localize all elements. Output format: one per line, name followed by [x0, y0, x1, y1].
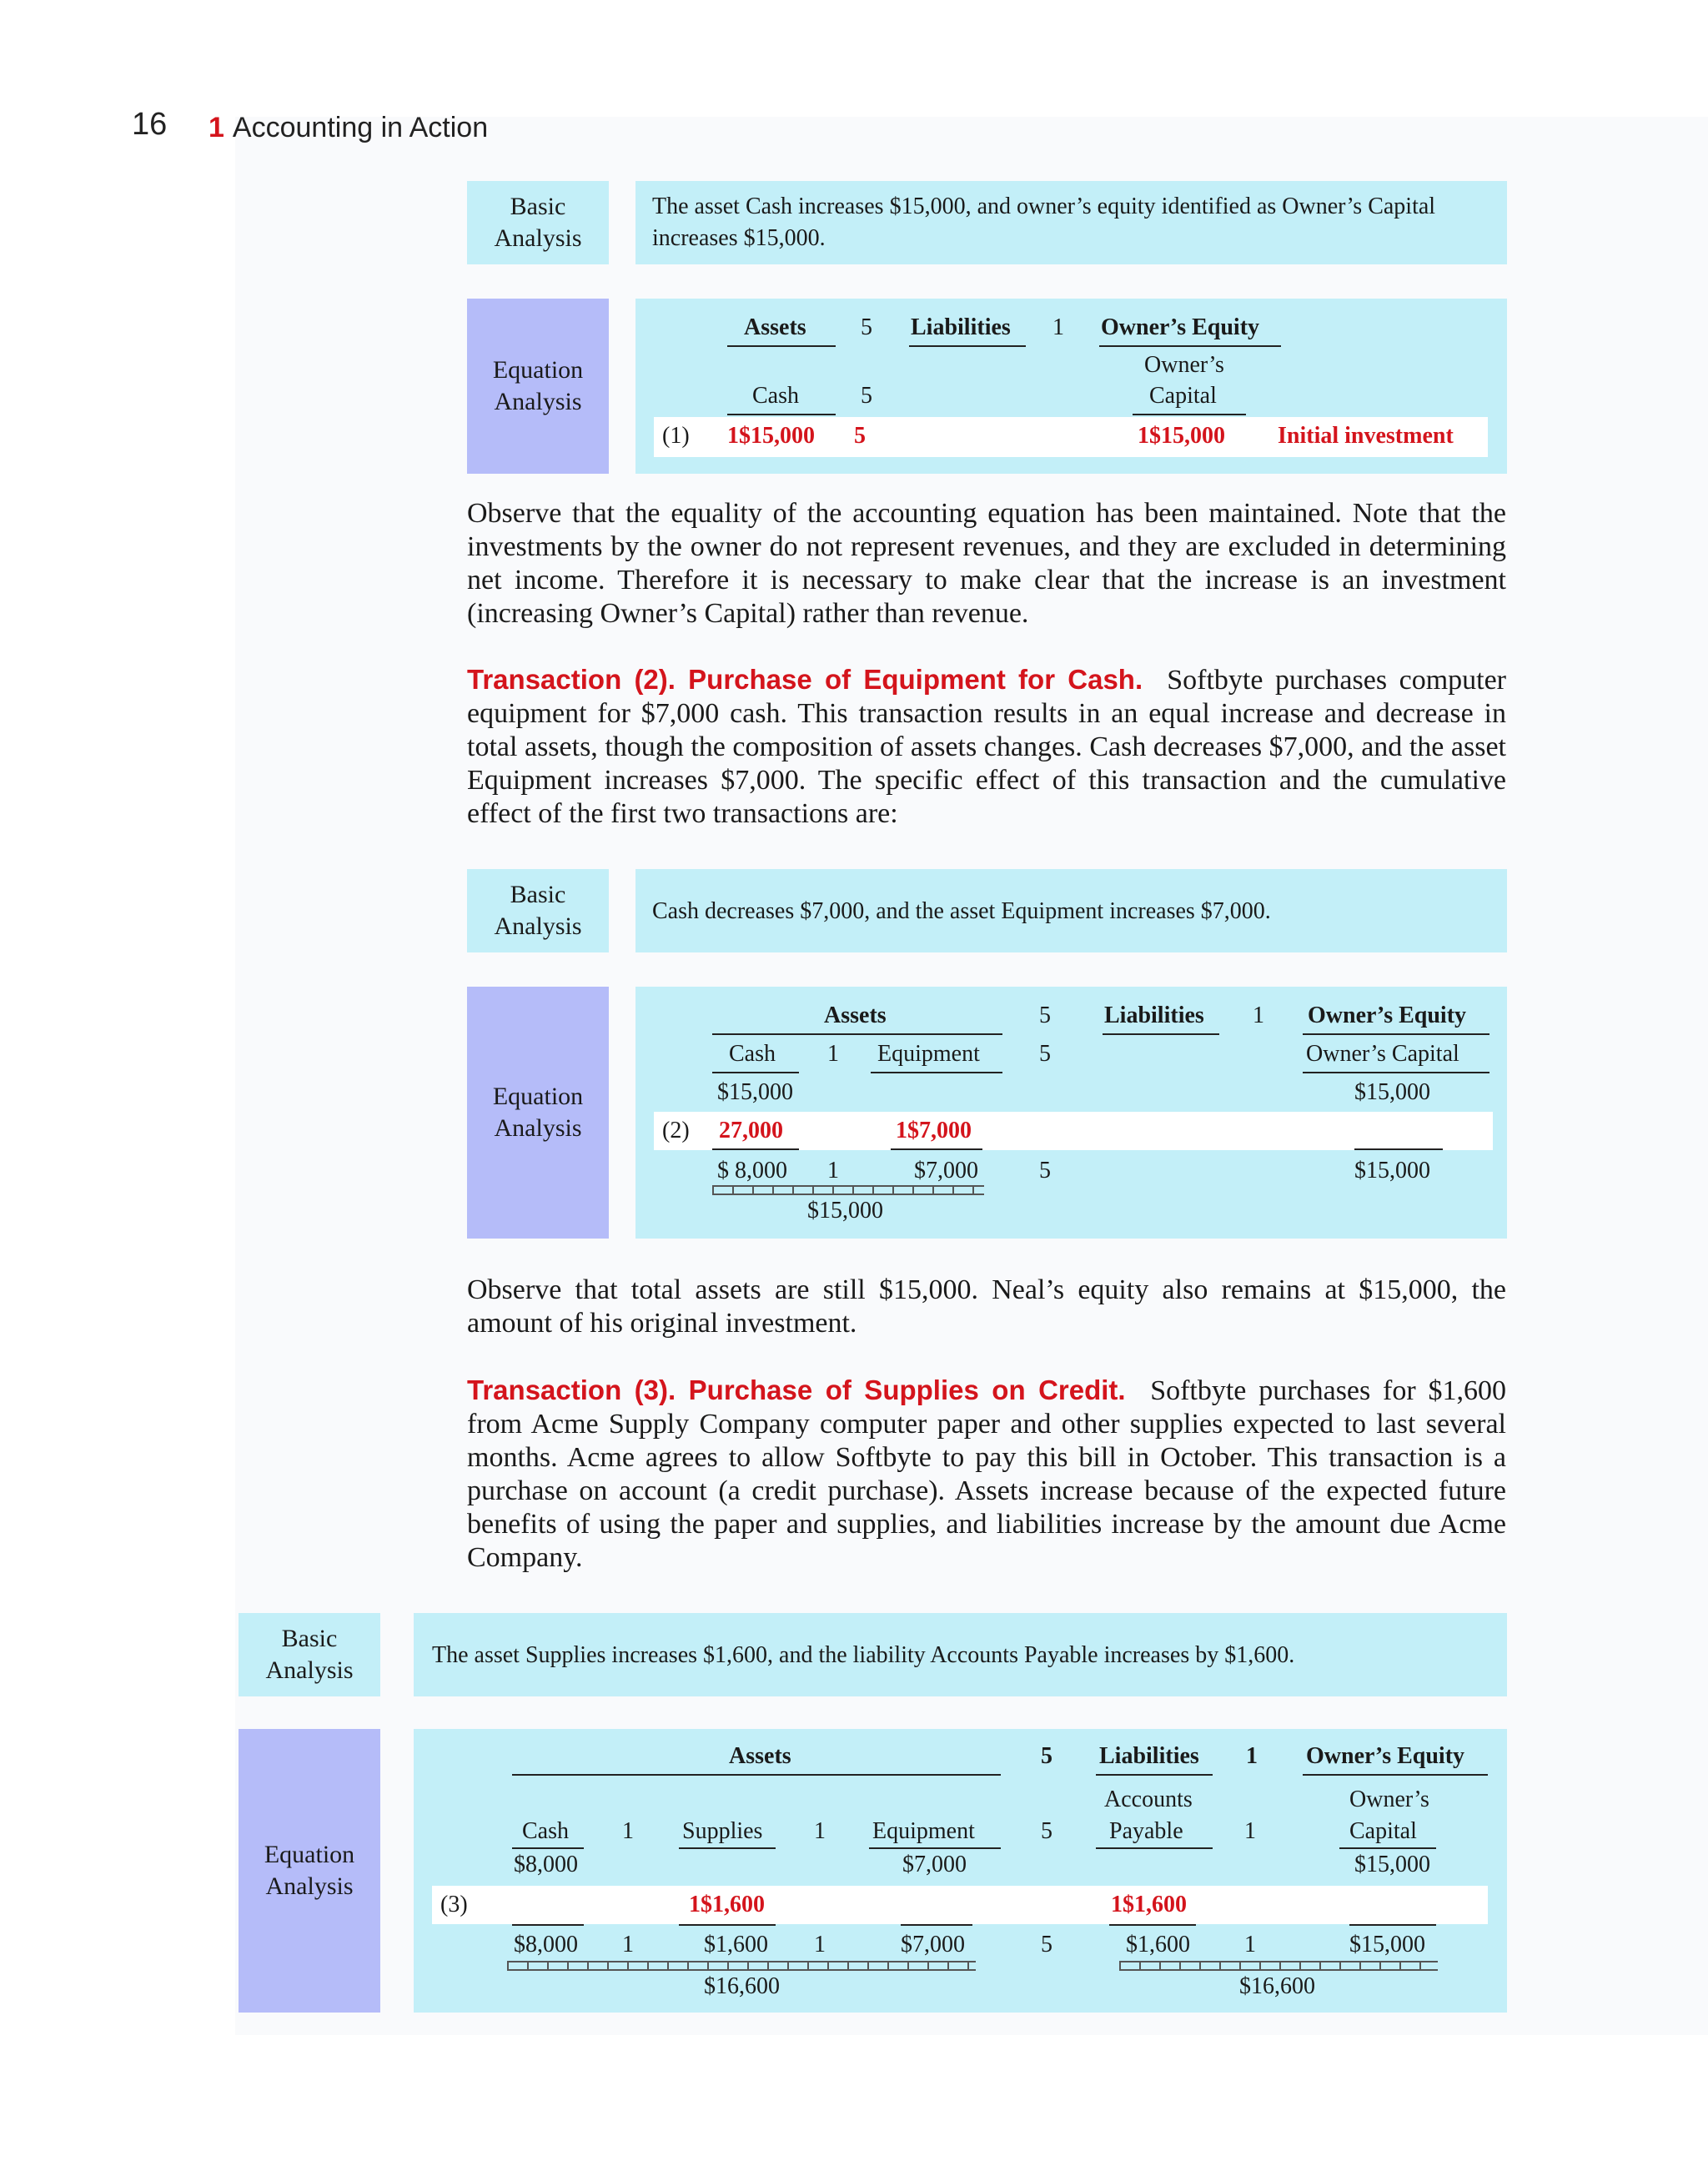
liabilities-equity-total-bracket	[1119, 1961, 1438, 1971]
owners-capital-line2: Capital	[1349, 1818, 1417, 1844]
plus-sign: 1	[1052, 314, 1064, 340]
equipment-column: Equipment	[872, 1818, 975, 1844]
accounts-payable-line2: Payable	[1109, 1818, 1183, 1844]
chapter-heading	[208, 112, 488, 144]
liabilities-underline	[909, 345, 1026, 347]
equation-analysis-box-2	[635, 987, 1507, 1239]
total-accounts-payable: $1,600	[1126, 1932, 1190, 1957]
owners-equity-heading: Owner’s Equity	[1306, 1743, 1465, 1769]
transaction-3-body: Softbyte purchases for $1,600 from Acme Supply Company computer paper and other supplies expected to last several months. Acme agrees to allow Softbyte to pay this bill in October. This transaction is a purchase on account (a credit purchase). Assets increase because of the expected future benefits of using the paper and supplies, and liabilities increase by the amount due Acme Company.	[467, 1375, 1506, 1573]
equation-analysis-label-2: Equation Analysis	[467, 987, 609, 1239]
transaction-id: (1)	[662, 423, 690, 449]
total-supplies: $1,600	[704, 1932, 768, 1957]
supplies-change: 1$1,600	[689, 1892, 765, 1917]
cash-change-underline	[712, 1148, 799, 1150]
accounts-payable-underline	[1096, 1847, 1213, 1849]
owners-capital-column: Owner’s Capital	[1306, 1041, 1459, 1067]
plus-sign: 1	[622, 1818, 634, 1844]
capital-change: 1$15,000	[1138, 423, 1225, 449]
chapter-number: 1	[208, 112, 224, 143]
total-capital: $15,000	[1354, 1158, 1430, 1183]
transaction-note: Initial investment	[1278, 423, 1454, 449]
owners-capital-line2: Capital	[1149, 383, 1217, 409]
cash-column: Cash	[752, 383, 799, 409]
total-equals: 5	[1039, 1158, 1051, 1183]
transaction-2-paragraph	[467, 663, 1506, 831]
total-cash: $ 8,000	[717, 1158, 787, 1183]
basic-analysis-box-2	[635, 869, 1507, 952]
equipment-underline	[869, 1847, 1001, 1849]
cash-change: 1$15,000	[727, 423, 815, 449]
supplies-underline	[679, 1847, 776, 1849]
basic-analysis-label-1: Basic Analysis	[467, 181, 609, 264]
basic-analysis-label-2: Basic Analysis	[467, 869, 609, 952]
explanation-paragraph-1: Observe that the equality of the accounting equation has been maintained. Note that the investments by the owner do not represent revenues, and they are excluded in determining net income. Therefore it is necessary to make clear that the increase is an investment (increasing Owner’s Capital) rather than revenue.	[467, 498, 1506, 629]
owners-capital-underline	[1133, 414, 1246, 415]
plus-sign: 1	[814, 1818, 826, 1844]
total-capital: $15,000	[1349, 1932, 1425, 1957]
equipment-column: Equipment	[877, 1041, 980, 1067]
total-plus: 1	[1244, 1932, 1256, 1957]
equipment-underline	[871, 1072, 1002, 1073]
owners-equity-underline	[1303, 1033, 1489, 1035]
cash-change-underline	[512, 1924, 584, 1926]
plus-sign: 1	[1246, 1743, 1258, 1769]
owners-capital-underline	[1339, 1847, 1436, 1849]
transaction-2-heading: Transaction (2). Purchase of Equipment for Cash.	[467, 664, 1143, 695]
cash-underline	[512, 1847, 584, 1849]
equals-sign: 5	[1041, 1818, 1052, 1844]
assets-heading: Assets	[744, 314, 806, 340]
plus-sign: 1	[827, 1041, 839, 1067]
transaction-id: (2)	[662, 1118, 690, 1143]
total-cash: $8,000	[514, 1932, 578, 1957]
capital-change-underline	[1349, 1924, 1436, 1926]
assets-underline	[512, 1774, 1001, 1776]
equation-analysis-label-3: Equation Analysis	[239, 1729, 380, 2013]
prev-capital: $15,000	[1354, 1079, 1430, 1105]
owners-equity-underline	[1099, 345, 1281, 347]
assets-total: $16,600	[704, 1973, 780, 1999]
cash-column: Cash	[522, 1818, 569, 1844]
ap-change-underline	[1109, 1924, 1196, 1926]
capital-change-underline	[1354, 1148, 1443, 1150]
liabilities-underline	[1096, 1774, 1213, 1776]
owners-equity-underline	[1303, 1774, 1488, 1776]
liabilities-heading: Liabilities	[1104, 1003, 1204, 1028]
cash-underline	[727, 414, 836, 415]
total-equals: 5	[1041, 1932, 1052, 1957]
cash-underline	[712, 1072, 799, 1073]
explanation-paragraph-2: Observe that total assets are still $15,000. Neal’s equity also remains at $15,000, the amount of his original investment.	[467, 1274, 1506, 1339]
total-plus: 1	[814, 1932, 826, 1957]
chapter-title: Accounting in Action	[232, 112, 489, 143]
cash-column: Cash	[729, 1041, 776, 1067]
accounts-payable-line1: Accounts	[1104, 1787, 1193, 1812]
assets-heading: Assets	[729, 1743, 791, 1769]
equals-sign: 5	[1039, 1003, 1051, 1028]
liabilities-heading: Liabilities	[911, 314, 1011, 340]
supplies-change-underline	[679, 1924, 776, 1926]
equation-analysis-label-1: Equation Analysis	[467, 299, 609, 474]
supplies-column: Supplies	[682, 1818, 763, 1844]
equipment-change-underline	[891, 1148, 982, 1150]
assets-heading: Assets	[824, 1003, 887, 1028]
transaction-id: (3)	[440, 1892, 468, 1917]
equation-analysis-box-3	[414, 1729, 1507, 2013]
total-equipment: $7,000	[914, 1158, 978, 1183]
owners-capital-line1: Owner’s	[1349, 1787, 1429, 1812]
basic-analysis-text-2: Cash decreases $7,000, and the asset Equipment increases $7,000.	[652, 898, 1271, 924]
prev-cash: $15,000	[717, 1079, 793, 1105]
basic-analysis-label-3: Basic Analysis	[239, 1613, 380, 1696]
transaction-2-body: Softbyte purchases computer equipment for $7,000 cash. This transaction results in an equal increase and decrease in total assets, though the composition of assets changes. Cash decreases $7,000, and the asset Equipment increases $7,000. The specific effect of this transaction and the cumulative effect of the first two transactions are:	[467, 665, 1507, 829]
cash-change: 27,000	[719, 1118, 783, 1143]
basic-analysis-box-3	[414, 1613, 1507, 1696]
assets-underline	[712, 1033, 1002, 1035]
accounts-payable-change: 1$1,600	[1111, 1892, 1187, 1917]
plus-sign: 1	[1253, 1003, 1264, 1028]
owners-capital-line1: Owner’s	[1144, 352, 1224, 378]
liabilities-equity-total: $16,600	[1239, 1973, 1315, 1999]
prev-capital: $15,000	[1354, 1852, 1430, 1877]
prev-equipment: $7,000	[902, 1852, 967, 1877]
assets-total-bracket	[712, 1185, 984, 1195]
transaction-3-heading: Transaction (3). Purchase of Supplies on Credit.	[467, 1374, 1126, 1405]
equals-sign: 5	[861, 383, 872, 409]
basic-analysis-text-1: The asset Cash increases $15,000, and owner’s equity identified as Owner’s Capital increases $15,000.	[652, 193, 1436, 251]
plus-sign: 1	[1244, 1818, 1256, 1844]
equals-sign: 5	[1039, 1041, 1051, 1067]
owners-equity-heading: Owner’s Equity	[1101, 314, 1260, 340]
transaction-row-3	[432, 1886, 1488, 1924]
total-plus: 1	[622, 1932, 634, 1957]
owners-capital-underline	[1303, 1072, 1489, 1073]
row-equals-sign: 5	[854, 423, 866, 449]
assets-total: $15,000	[807, 1198, 883, 1224]
assets-underline	[727, 345, 836, 347]
transaction-3-paragraph	[467, 1374, 1506, 1575]
owners-equity-heading: Owner’s Equity	[1308, 1003, 1467, 1028]
equals-sign: 5	[1041, 1743, 1052, 1769]
page-number: 16	[132, 107, 168, 142]
total-equipment: $7,000	[901, 1932, 965, 1957]
liabilities-heading: Liabilities	[1099, 1743, 1199, 1769]
equipment-change-underline	[901, 1924, 972, 1926]
equals-sign: 5	[861, 314, 872, 340]
assets-total-bracket	[507, 1961, 976, 1971]
prev-cash: $8,000	[514, 1852, 578, 1877]
equation-analysis-box-1	[635, 299, 1507, 474]
equipment-change: 1$7,000	[896, 1118, 972, 1143]
liabilities-underline	[1103, 1033, 1219, 1035]
total-plus: 1	[827, 1158, 839, 1183]
basic-analysis-box-1	[635, 181, 1507, 264]
basic-analysis-text-3: The asset Supplies increases $1,600, and the liability Accounts Payable increases by $1,600.	[432, 1642, 1295, 1668]
